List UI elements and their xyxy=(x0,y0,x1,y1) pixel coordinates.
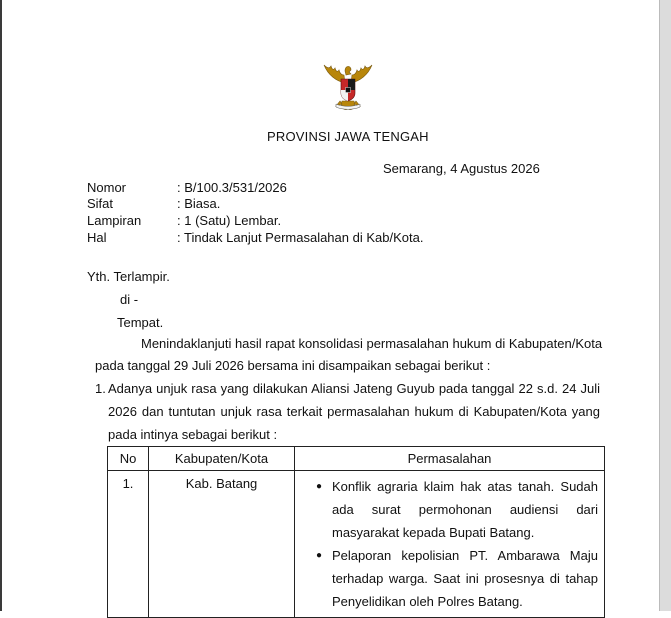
row-issues xyxy=(295,471,605,618)
table-header-row xyxy=(108,447,605,471)
recipient-location-line: di - xyxy=(120,292,139,307)
table-row xyxy=(108,471,605,618)
intro-line-2: pada tanggal 29 Juli 2026 bersama ini disampaikan sebagai berikut : xyxy=(95,358,491,373)
meta-label-sifat: Sifat xyxy=(87,196,114,211)
meta-value-nomor: : B/100.3/531/2026 xyxy=(177,180,287,195)
header-no: No xyxy=(108,447,149,471)
province-heading: PROVINSI JAWA TENGAH xyxy=(267,129,429,144)
point-line-3: pada intinya sebagai berikut : xyxy=(108,427,278,442)
point-line-1: Adanya unjuk rasa yang dilakukan Aliansi Jateng Guyub pada tanggal 22 s.d. 24 Juli xyxy=(108,381,600,396)
meta-label-nomor: Nomor xyxy=(87,180,127,195)
recipient-place-line: Tempat. xyxy=(117,315,164,330)
meta-label-hal: Hal xyxy=(87,230,107,245)
meta-value-hal: : Tindak Lanjut Permasalahan di Kab/Kota. xyxy=(177,230,424,245)
bullet-icon: ● xyxy=(316,481,323,492)
issue-text: Konflik agraria klaim hak atas tanah. Sudah ada surat permohonan audiensi dari masyarakat kepada Bupati Batang. xyxy=(332,479,598,540)
meta-value-sifat: : Biasa. xyxy=(177,196,221,211)
header-permasalahan: Permasalahan xyxy=(295,447,605,471)
bullet-icon: ● xyxy=(316,550,323,561)
place-date: Semarang, 4 Agustus 2026 xyxy=(383,161,540,176)
recipient-line: Yth. Terlampir. xyxy=(87,269,170,284)
point-number: 1. xyxy=(95,381,106,396)
row-kabupaten: Kab. Batang xyxy=(149,471,295,618)
list-item xyxy=(295,544,598,613)
page-left-edge xyxy=(0,0,2,611)
issue-text: Pelaporan kepolisian PT. Ambarawa Maju terhadap warga. Saat ini prosesnya di tahap Penyelidikan oleh Polres Batang. xyxy=(332,548,598,609)
meta-value-lampiran: : 1 (Satu) Lembar. xyxy=(177,213,282,228)
issues-table xyxy=(107,446,605,618)
meta-label-lampiran: Lampiran xyxy=(87,213,142,228)
issue-list xyxy=(295,471,604,617)
header-kabupaten: Kabupaten/Kota xyxy=(149,447,295,471)
intro-line-1: Menindaklanjuti hasil rapat konsolidasi permasalahan hukum di Kabupaten/Kota xyxy=(141,336,603,351)
vertical-scrollbar[interactable] xyxy=(659,0,671,611)
garuda-emblem-icon xyxy=(318,57,378,117)
row-no: 1. xyxy=(108,471,149,618)
list-item xyxy=(295,475,598,544)
point-line-2: 2026 dan tuntutan unjuk rasa terkait permasalahan hukum di Kabupaten/Kota yang xyxy=(108,404,600,419)
